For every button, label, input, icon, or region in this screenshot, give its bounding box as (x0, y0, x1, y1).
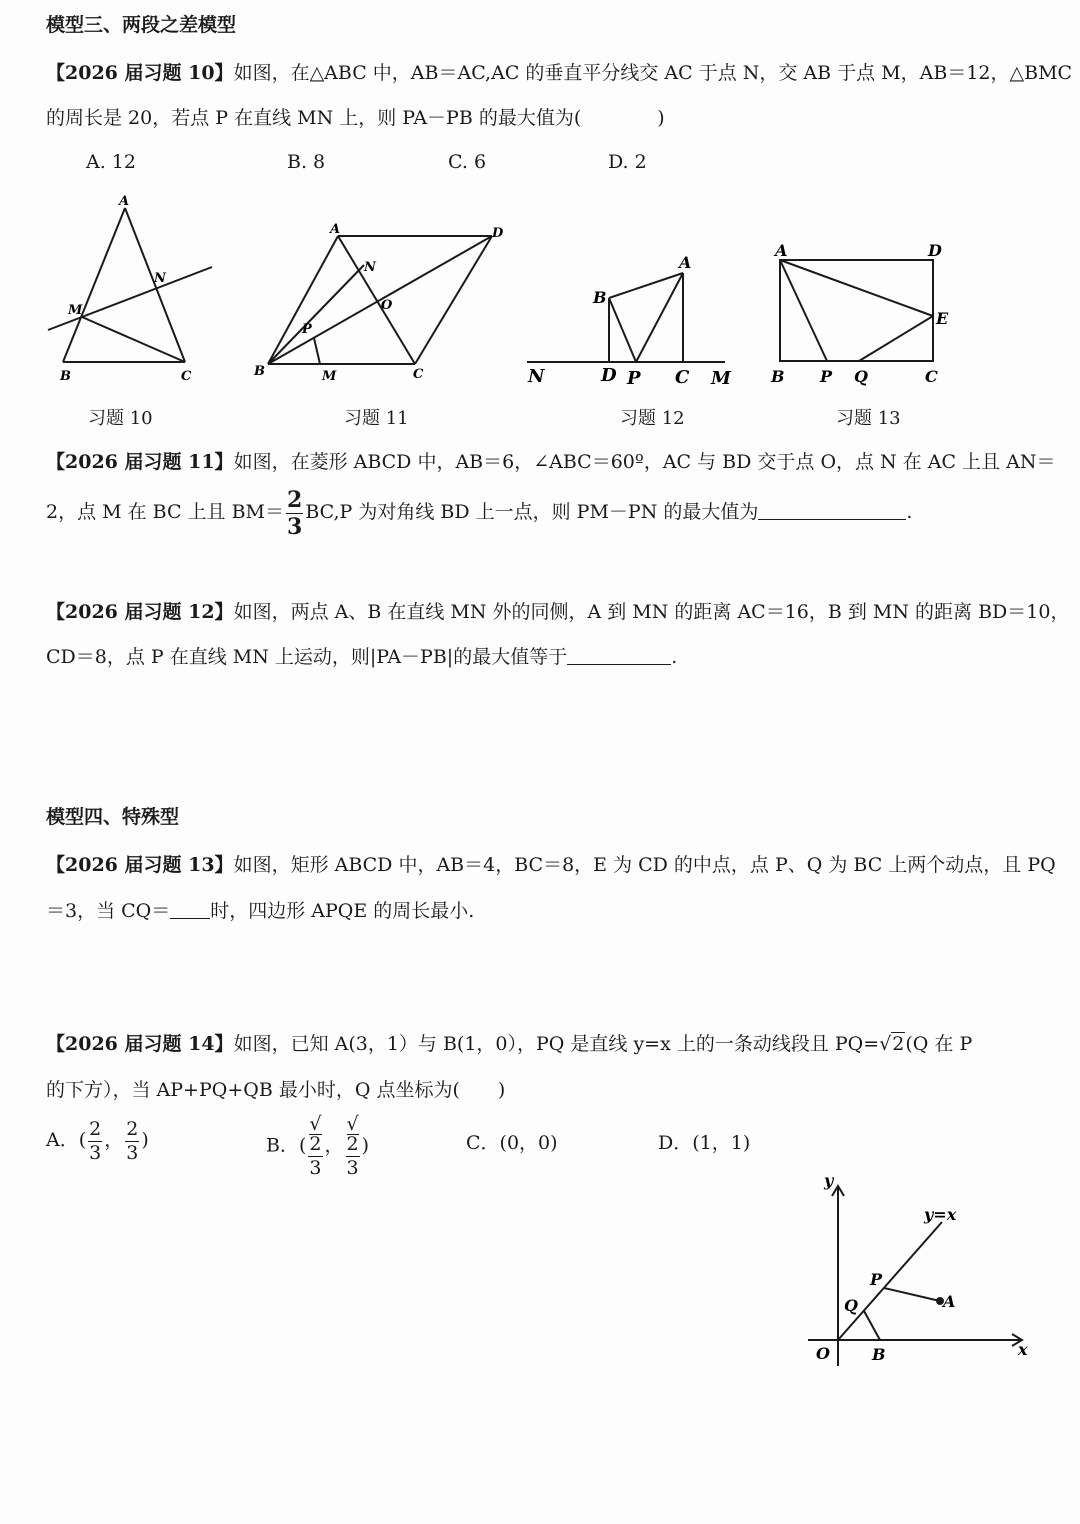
fig14-label-q: Q (844, 1296, 858, 1315)
fig14-label-o: O (816, 1344, 830, 1363)
q14-option-b-rad-1: 2 (309, 1133, 322, 1155)
q14-option-a-num-2: 2 (126, 1117, 139, 1140)
q14-text-1b: (Q 在 P (905, 1033, 973, 1055)
q14-option-b-frac-1 (308, 1115, 322, 1178)
q14-option-d: D．(1，1) (658, 1132, 751, 1154)
q14-option-a-letter: A． (46, 1129, 79, 1151)
fig12-label-p: P (627, 368, 641, 389)
fig12-label-c: C (675, 367, 690, 388)
q14-option-b-num-2: √ 2 (346, 1113, 359, 1155)
q12-end: . (671, 646, 678, 668)
q14-tag: 【2026 届习题 14】 (46, 1033, 234, 1055)
q14-option-b-den-1: 3 (309, 1157, 322, 1179)
fig12-label-n: N (528, 366, 545, 387)
caption-figure-13: 习题 13 (836, 408, 901, 429)
fig10-label-n: N (154, 271, 166, 286)
q14-option-a-frac-1 (88, 1117, 102, 1164)
q11-line-1 (46, 449, 1055, 475)
q14-option-a: A．( $\frac{2}{3}$ ， $\frac{2}{3}$ ) (46, 1117, 149, 1164)
fig14-label-x: x (1018, 1340, 1028, 1359)
q12-answer-blank[interactable] (567, 646, 671, 665)
q11-tag: 【2026 届习题 11】 (46, 451, 234, 473)
q10-option-b: B. 8 (287, 151, 326, 173)
q14-option-b: B．( √ 2 3 ， √ 2 3 ) (266, 1113, 370, 1179)
q11-end: . (906, 501, 913, 523)
fig14-label-a: A (943, 1292, 956, 1311)
q10-text-1: 如图，在△ABC 中，AB＝AC,AC 的垂直平分线交 AC 于点 N，交 AB 于点 M，AB＝12，△BMC (233, 62, 1073, 84)
q14-option-b-den-2: 3 (346, 1157, 359, 1179)
q10-line-2: 的周长是 20，若点 P 在直线 MN 上，则 PA－PB 的最大值为( ) (46, 107, 665, 129)
fig12-label-m: M (711, 368, 731, 389)
fig10-label-m: M (68, 303, 83, 318)
q11-fraction (286, 486, 303, 540)
q14-text-1a: 如图，已知 A(3，1）与 B(1，0），PQ 是直线 y=x 上的一条动线段且 PQ= (233, 1033, 880, 1055)
fig11-label-p: P (302, 322, 312, 337)
q14-option-a-frac-2 (125, 1117, 139, 1164)
fig11-label-a: A (330, 222, 341, 237)
fig13-label-d: D (928, 241, 942, 260)
fig11-label-d: D (492, 226, 504, 241)
figure-13 (765, 238, 965, 388)
q11-text-2a: 2，点 M 在 BC 上且 BM＝ (46, 501, 285, 523)
q14-option-b-num-1: √ 2 (309, 1113, 322, 1155)
q14-option-c: C．(0，0) (466, 1132, 558, 1154)
figure-12 (520, 248, 740, 393)
fig13-label-e: E (936, 309, 949, 328)
section-3-heading: 模型三、两段之差模型 (46, 14, 237, 36)
fig14-label-y-eq-x: y=x (924, 1205, 957, 1224)
q13-answer-blank[interactable] (170, 900, 210, 919)
caption-figure-11: 习题 11 (344, 408, 409, 429)
q10-line-1 (46, 60, 1072, 86)
q11-fraction-denominator: 3 (287, 513, 303, 540)
q11-text-1: 如图，在菱形 ABCD 中，AB＝6，∠ABC＝60º，AC 与 BD 交于点 O，点 N 在 AC 上且 AN＝ (233, 451, 1056, 473)
fig11-label-c: C (413, 367, 424, 382)
q14-option-b-rad-2: 2 (346, 1133, 359, 1155)
fig14-label-p: P (870, 1270, 883, 1289)
fig10-label-c: C (181, 369, 192, 384)
figure-10 (40, 190, 220, 390)
fig13-label-p: P (820, 367, 833, 386)
fig13-label-c: C (925, 367, 938, 386)
q12-line-2 (46, 644, 677, 670)
q12-text-1: 如图，两点 A、B 在直线 MN 外的同侧，A 到 MN 的距离 AC＝16，B 到 MN 的距离 BD＝10， (233, 601, 1070, 623)
q12-tag: 【2026 届习题 12】 (46, 601, 234, 623)
fig11-label-n: N (364, 260, 376, 275)
q14-option-a-den-1: 3 (89, 1141, 102, 1164)
q14-option-b-frac-2 (346, 1115, 360, 1178)
q13-text-2b: 时，四边形 APQE 的周长最小. (210, 900, 475, 922)
q10-option-c: C. 6 (448, 151, 487, 173)
caption-figure-10: 习题 10 (88, 408, 153, 429)
figure-11 (250, 218, 515, 388)
fig11-label-m: M (322, 369, 337, 384)
fig13-label-q: Q (854, 367, 868, 386)
fig10-label-b: B (60, 369, 71, 384)
q13-text-1: 如图，矩形 ABCD 中，AB＝4，BC＝8，E 为 CD 的中点，点 P、Q 为 BC 上两个动点，且 PQ (233, 854, 1056, 876)
q13-tag: 【2026 届习题 13】 (46, 854, 234, 876)
q14-line-1 (46, 1031, 972, 1057)
q14-option-b-letter: B． (266, 1134, 299, 1157)
q10-option-a: A. 12 (86, 151, 136, 173)
fig12-label-a: A (679, 253, 692, 272)
fig14-label-b: B (872, 1345, 886, 1364)
q14-sqrt: √2 (879, 1033, 905, 1055)
caption-figure-12: 习题 12 (620, 408, 685, 429)
fig14-label-y: y (824, 1171, 834, 1190)
q11-answer-blank[interactable] (758, 501, 906, 520)
fig13-label-a: A (775, 241, 788, 260)
section-4-heading: 模型四、特殊型 (46, 806, 180, 828)
q14-option-a-num-1: 2 (89, 1117, 102, 1140)
figure-14 (800, 1168, 1040, 1373)
fig11-label-o: O (381, 298, 393, 313)
q10-tag: 【2026 届习题 10】 (46, 62, 234, 84)
fig11-label-b: B (254, 364, 265, 379)
q11-text-2b: BC,P 为对角线 BD 上一点，则 PM－PN 的最大值为 (305, 501, 759, 523)
q11-line-2 (46, 486, 912, 538)
q12-text-2: CD＝8，点 P 在直线 MN 上运动，则|PA－PB|的最大值等于 (46, 646, 568, 668)
q13-line-1 (46, 852, 1056, 878)
fig12-label-b: B (593, 288, 607, 307)
q12-line-1 (46, 599, 1069, 625)
q14-option-a-den-2: 3 (126, 1141, 139, 1164)
q14-sqrt-radicand: 2 (892, 1033, 905, 1055)
fig10-label-a: A (119, 194, 130, 209)
fig12-label-d: D (601, 365, 617, 386)
q13-line-2 (46, 898, 474, 924)
q11-fraction-numerator: 2 (287, 486, 303, 513)
fig13-label-b: B (771, 367, 785, 386)
q10-option-d: D. 2 (608, 151, 647, 173)
q13-text-2a: ＝3，当 CQ＝ (46, 900, 171, 922)
q14-line-2: 的下方），当 AP+PQ+QB 最小时，Q 点坐标为( ) (46, 1079, 506, 1101)
